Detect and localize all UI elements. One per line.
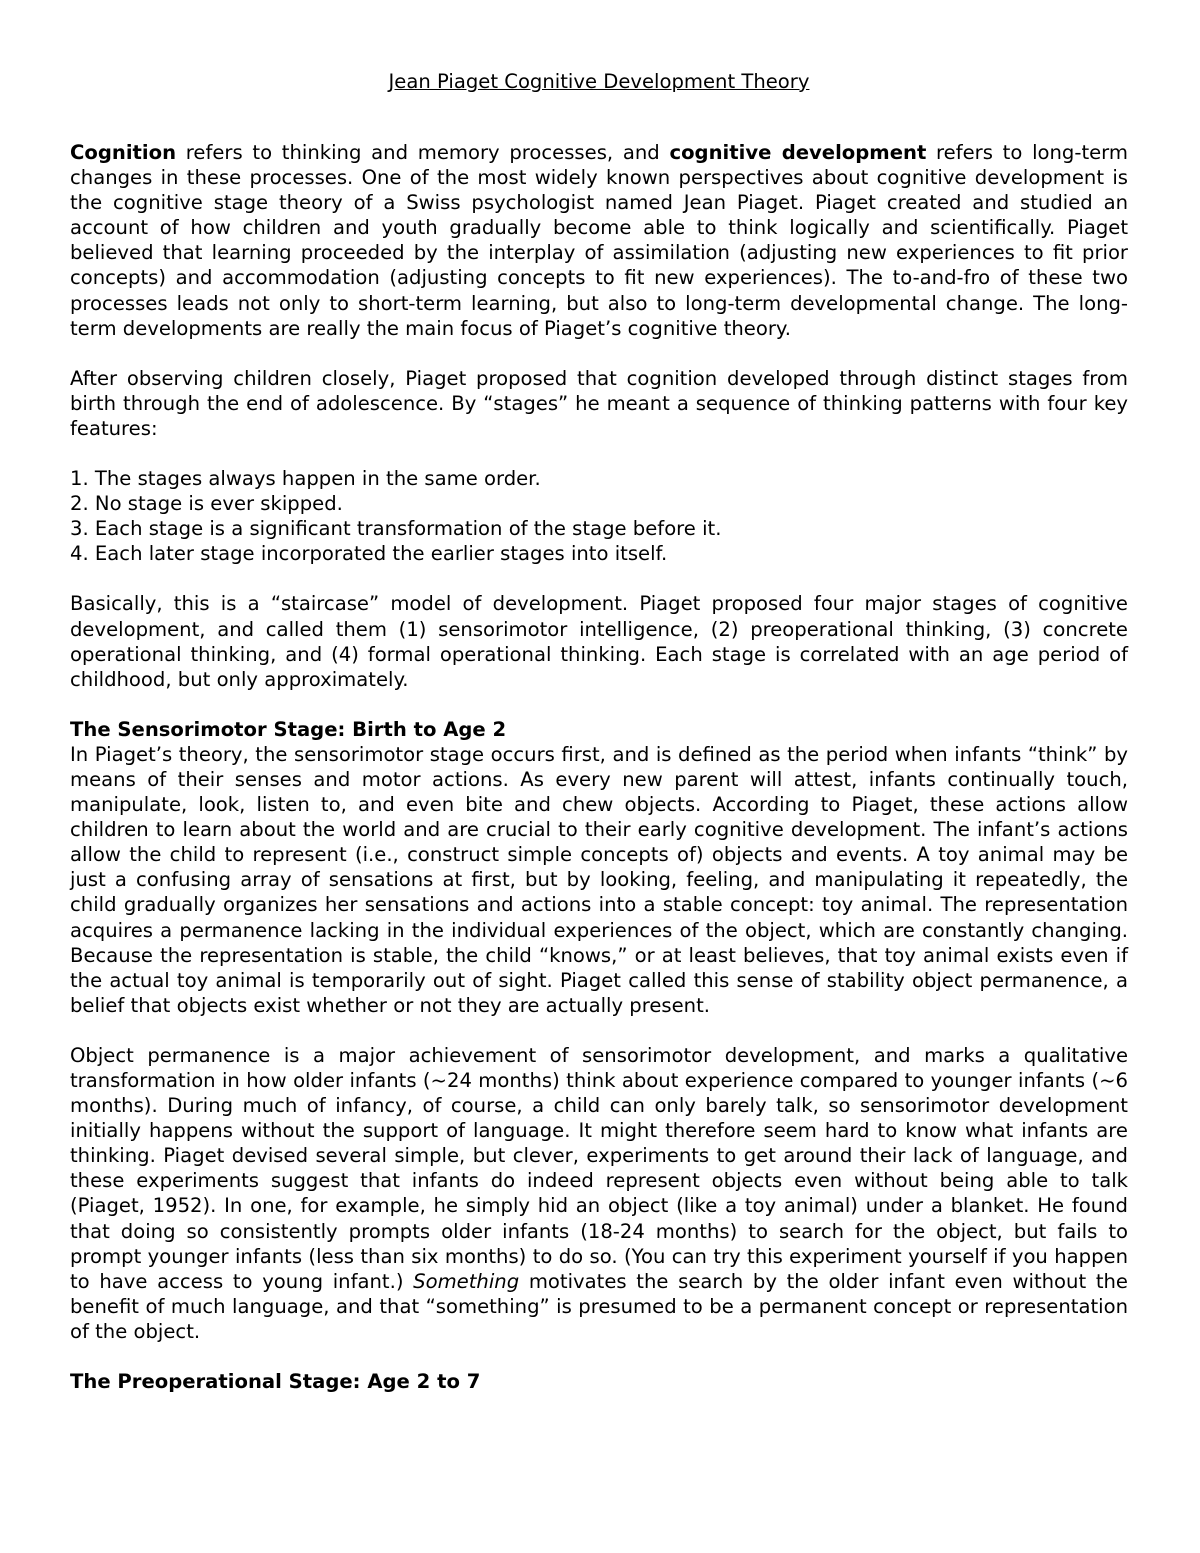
intro-text-1: refers to thinking and memory processes, and bbox=[176, 141, 670, 164]
term-cognitive-development: cognitive development bbox=[669, 141, 927, 164]
list-item: 4. Each later stage incorporated the earlier stages into itself. bbox=[70, 542, 668, 566]
term-cognition: Cognition bbox=[70, 141, 177, 164]
preoperational-heading: The Preoperational Stage: Age 2 to 7 bbox=[70, 1370, 481, 1394]
list-item: 2. No stage is ever skipped. bbox=[70, 492, 343, 516]
sensorimotor-heading: The Sensorimotor Stage: Birth to Age 2 bbox=[70, 717, 507, 741]
paragraph-2-text-b: motivates the search by the older infant even without the benefit of much language, and that “something” is presumed to be a permanent concept or representation of the object. bbox=[70, 1269, 1128, 1343]
features-list bbox=[70, 466, 1128, 566]
staircase-paragraph: Basically, this is a “staircase” model of development. Piaget proposed four major stages of cognitive development, and called them (1) sensorimotor intelligence, (2) preoperational thinking, (3) concrete operational thinking, and (4) formal operational thinking. Each stage is correlated with an age period of childhood, but only approximately. bbox=[70, 592, 1128, 691]
sensorimotor-paragraph-1: In Piaget’s theory, the sensorimotor stage occurs first, and is defined as the period when infants “think” by means of their senses and motor actions. As every new parent will attest, infants continually touch, manipulate, look, listen to, and even bite and chew objects. According to Piaget, these actions allow children to learn about the world and are crucial to their early cognitive development. The infant’s actions allow the child to represent (i.e., construct simple concepts of) objects and events. A toy animal may be just a confusing array of sensations at first, but by looking, feeling, and manipulating it repeatedly, the child gradually organizes her sensations and actions into a stable concept: toy animal. The representation acquires a permanence lacking in the individual experiences of the object, which are constantly changing. Because the representation is stable, the child “knows,” or at least believes, that toy animal exists even if the actual toy animal is temporarily out of sight. Piaget called this sense of stability object permanence, a belief that objects exist whether or not they are actually present. bbox=[70, 742, 1128, 1017]
sensorimotor-paragraph-2 bbox=[70, 1043, 1128, 1344]
intro-text-2: refers to long-term changes in these processes. One of the most widely known perspectives about cognitive development is the cognitive stage theory of a Swiss psychologist named Jean Piaget. Piaget created and studied an account of how children and youth gradually become able to think logically and scientifically. Piaget believed that learning proceeded by the interplay of assimilation (adjusting new experiences to fit prior concepts) and accommodation (adjusting concepts to fit new experiences). The to-and-fro of these two processes leads not only to short-term learning, but also to long-term developmental change. The long-term developments are really the main focus of Piaget’s cognitive theory. bbox=[70, 141, 1128, 340]
stages-paragraph: After observing children closely, Piaget proposed that cognition developed through distinct stages from birth through the end of adolescence. By “stages” he meant a sequence of thinking patterns with four key features: bbox=[70, 366, 1128, 440]
intro-paragraph bbox=[70, 140, 1128, 341]
paragraph-2-text-a: Object permanence is a major achievement of sensorimotor development, and marks a qualitative transformation in how older infants (~24 months) think about experience compared to younger infants (~6 months). During much of infancy, of course, a child can only barely talk, so sensorimotor development initially happens without the support of language. It might therefore seem hard to know what infants are thinking. Piaget devised several simple, but clever, experiments to get around their lack of language, and these experiments suggest that infants do indeed represent objects even without being able to talk (Piaget, 1952). In one, for example, he simply hid an object (like a toy animal) under a blanket. He found that doing so consistently prompts older infants (18-24 months) to search for the object, but fails to prompt younger infants (less than six months) to do so. (You can try this experiment yourself if you happen to have access to young infant.) bbox=[70, 1043, 1128, 1293]
document-page bbox=[70, 66, 1128, 1394]
document-title: Jean Piaget Cognitive Development Theory bbox=[388, 70, 810, 93]
paragraph-2-italic: Something bbox=[413, 1269, 520, 1293]
list-item: 1. The stages always happen in the same order. bbox=[70, 467, 541, 491]
list-item: 3. Each stage is a significant transformation of the stage before it. bbox=[70, 517, 722, 541]
